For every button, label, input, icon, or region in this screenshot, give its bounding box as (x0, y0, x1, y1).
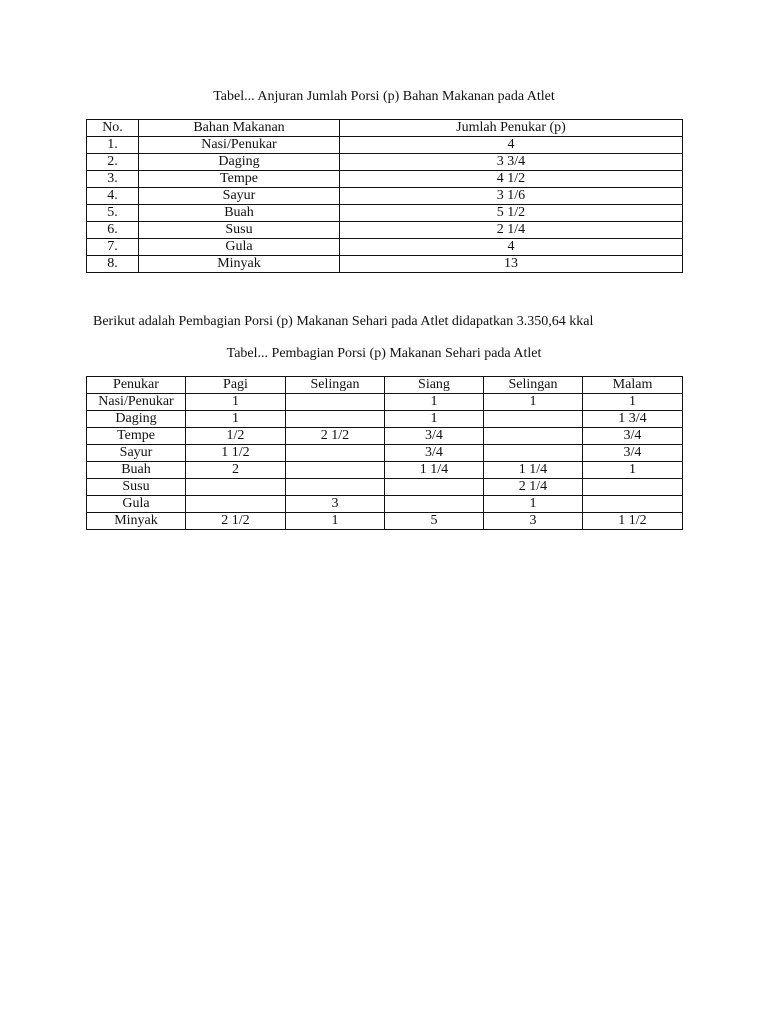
table-cell: Susu (87, 479, 186, 496)
table-cell: 1/2 (186, 428, 286, 445)
table-cell: 1 (385, 411, 484, 428)
table-cell: 1 (583, 394, 683, 411)
daily-portion-distribution-table (86, 376, 683, 530)
table-cell: 1 3/4 (583, 411, 683, 428)
table-cell (385, 479, 484, 496)
table-cell: 1 (286, 513, 385, 530)
table-row (87, 205, 683, 222)
table-cell: Daging (139, 154, 340, 171)
table-cell: Buah (87, 462, 186, 479)
table-cell (484, 428, 583, 445)
table-cell: 5 (385, 513, 484, 530)
table-cell: 2. (87, 154, 139, 171)
table-cell: 3/4 (385, 445, 484, 462)
table-cell: 5. (87, 205, 139, 222)
column-header: Pagi (186, 377, 286, 394)
table-cell (286, 462, 385, 479)
table-cell: Tempe (87, 428, 186, 445)
table-cell: 4 (340, 137, 683, 154)
table-cell (286, 479, 385, 496)
table-cell: 7. (87, 239, 139, 256)
column-header: Siang (385, 377, 484, 394)
table-cell (484, 445, 583, 462)
table2-body (87, 377, 683, 530)
table-cell: Sayur (87, 445, 186, 462)
portion-recommendation-table (86, 119, 683, 273)
table-row (87, 239, 683, 256)
table-cell: 1 1/4 (484, 462, 583, 479)
table-cell (286, 411, 385, 428)
table-row (87, 496, 683, 513)
table-cell: Nasi/Penukar (139, 137, 340, 154)
table-cell: 1 (385, 394, 484, 411)
column-header: No. (87, 120, 139, 137)
table-cell: Sayur (139, 188, 340, 205)
table-row (87, 394, 683, 411)
column-header: Penukar (87, 377, 186, 394)
table-cell: Susu (139, 222, 340, 239)
table-cell: 6. (87, 222, 139, 239)
table-cell (385, 496, 484, 513)
column-header: Malam (583, 377, 683, 394)
table-cell: Nasi/Penukar (87, 394, 186, 411)
table-row (87, 137, 683, 154)
table-cell: 1 (484, 496, 583, 513)
table-header-row (87, 120, 683, 137)
table-cell: 3 (484, 513, 583, 530)
table-cell: 2 1/2 (186, 513, 286, 530)
table-cell: Minyak (87, 513, 186, 530)
column-header: Selingan (286, 377, 385, 394)
table1-caption: Tabel... Anjuran Jumlah Porsi (p) Bahan Makanan pada Atlet (213, 89, 555, 104)
table-cell: 4 1/2 (340, 171, 683, 188)
table-cell: 8. (87, 256, 139, 273)
calorie-paragraph: Berikut adalah Pembagian Porsi (p) Makanan Sehari pada Atlet didapatkan 3.350,64 kkal (93, 314, 594, 329)
column-header: Bahan Makanan (139, 120, 340, 137)
table-cell (286, 394, 385, 411)
table-row (87, 222, 683, 239)
table-cell (286, 445, 385, 462)
table-cell: 2 1/2 (286, 428, 385, 445)
table-row (87, 462, 683, 479)
table-cell: 1 (186, 394, 286, 411)
table-cell: 2 1/4 (484, 479, 583, 496)
table1-body (87, 120, 683, 273)
table-cell: 1 (583, 462, 683, 479)
table2-caption: Tabel... Pembagian Porsi (p) Makanan Sehari pada Atlet (226, 346, 542, 361)
table-cell: 3 1/6 (340, 188, 683, 205)
table-row (87, 479, 683, 496)
table-cell: 3 (286, 496, 385, 513)
table-row (87, 256, 683, 273)
table-row (87, 513, 683, 530)
table-cell: 3. (87, 171, 139, 188)
table-header-row (87, 377, 683, 394)
table-cell: 4 (340, 239, 683, 256)
table-cell (583, 496, 683, 513)
table-cell: 5 1/2 (340, 205, 683, 222)
table-row (87, 445, 683, 462)
table-cell: 3/4 (583, 428, 683, 445)
table-row (87, 188, 683, 205)
table-cell: 1 (186, 411, 286, 428)
table-cell: 3 3/4 (340, 154, 683, 171)
table-cell: 1 1/4 (385, 462, 484, 479)
table-cell: Gula (139, 239, 340, 256)
table-cell: 2 1/4 (340, 222, 683, 239)
column-header: Selingan (484, 377, 583, 394)
table-cell: Gula (87, 496, 186, 513)
table-cell: 3/4 (385, 428, 484, 445)
table-cell: 2 (186, 462, 286, 479)
table-row (87, 411, 683, 428)
table-cell: Buah (139, 205, 340, 222)
table-cell: 1 1/2 (583, 513, 683, 530)
table-row (87, 428, 683, 445)
table-cell (186, 479, 286, 496)
table-cell: 3/4 (583, 445, 683, 462)
table-cell: 13 (340, 256, 683, 273)
table-cell (186, 496, 286, 513)
table-cell: 1 (484, 394, 583, 411)
table-cell: Tempe (139, 171, 340, 188)
table-cell: 4. (87, 188, 139, 205)
column-header: Jumlah Penukar (p) (340, 120, 683, 137)
table-cell: Minyak (139, 256, 340, 273)
table-cell (484, 411, 583, 428)
table-cell: Daging (87, 411, 186, 428)
table-cell: 1 1/2 (186, 445, 286, 462)
table-row (87, 171, 683, 188)
table-row (87, 154, 683, 171)
table-cell (583, 479, 683, 496)
table-cell: 1. (87, 137, 139, 154)
